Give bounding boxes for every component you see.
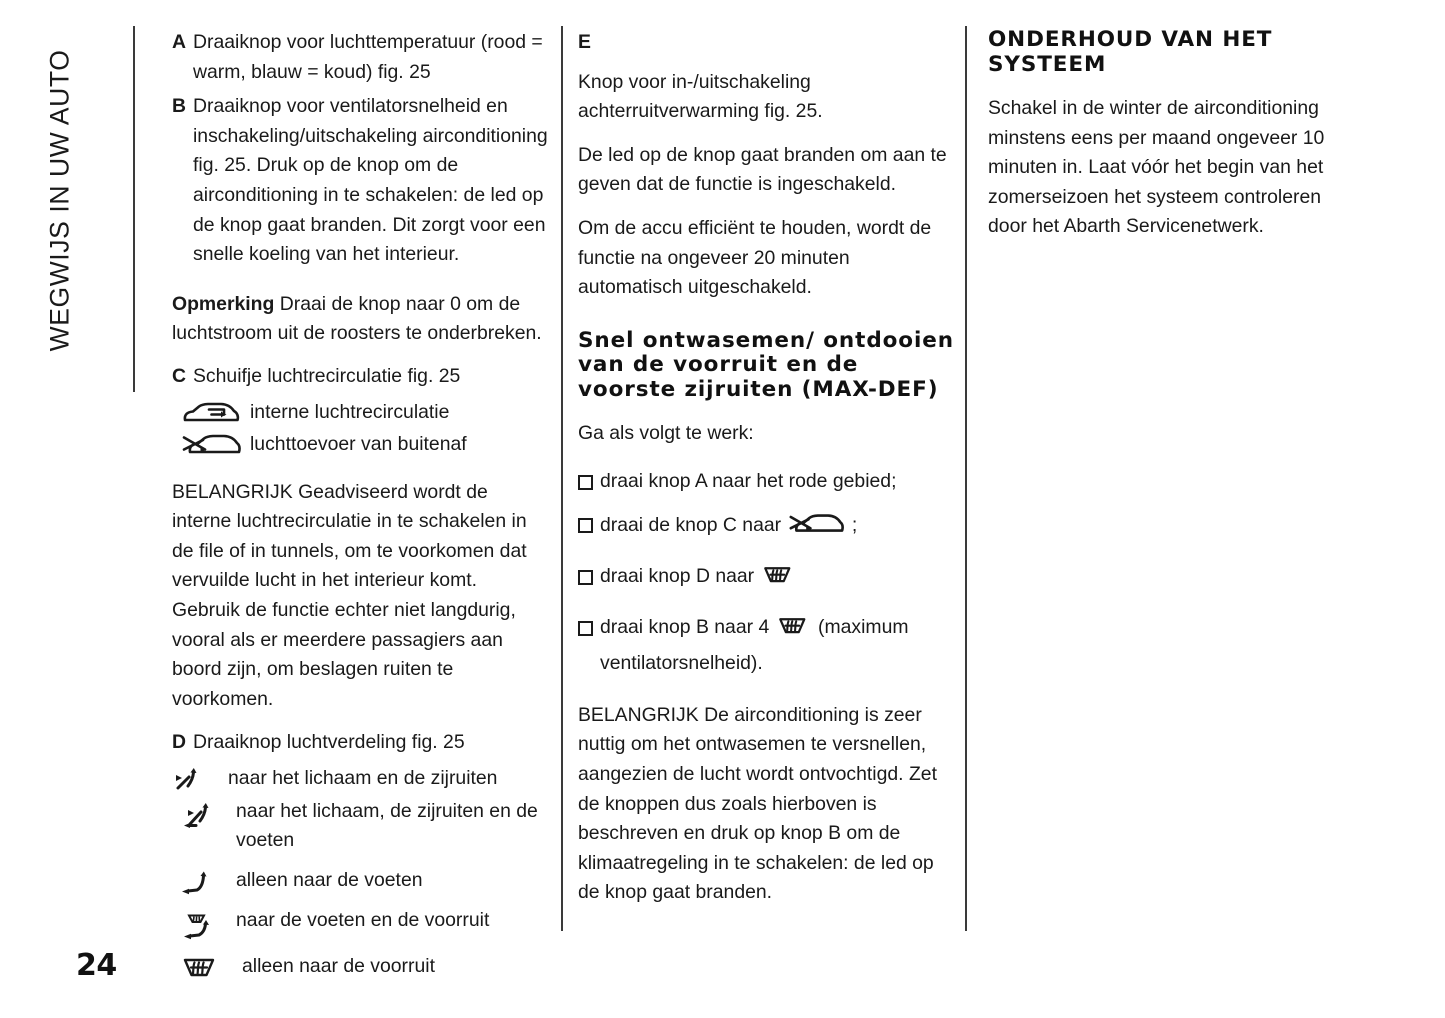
maintenance-heading: ONDERHOUD VAN HET SYSTEEM: [988, 27, 1273, 77]
checkbox-bullet-icon: [578, 570, 593, 585]
note-label: Opmerking: [172, 292, 275, 315]
entry-a: [172, 28, 550, 87]
entry-e-text: Knop voor in-/uitschakeling achterruitverwarming fig. 25.: [578, 70, 823, 123]
entry-b-text: Draaiknop voor ventilatorsnelheid en inschakeling/uitschakeling airconditioning fig. 25. Druk op de knop om de airconditioning in te schakelen: de led op de knop gaat branden. Dit zorgt voor een snelle koeling van het interieur.: [193, 95, 548, 266]
column-divider-rule-2: [965, 26, 967, 931]
column-two: [578, 28, 956, 922]
steps-intro: Ga als volgt te werk:: [578, 422, 754, 445]
car-external-air-intake-icon: [172, 430, 250, 460]
recirculation-option-external: [172, 430, 550, 460]
column-two-important-paragraph: BELANGRIJK De airconditioning is zeer nuttig om het ontwasemen te versnellen, aangezien de lucht wordt ontvochtigd. Zet de knoppen dus zoals hierboven is beschreven en druk op knop B om de klimaatregeling in te schakelen: de led op de knop gaat branden.: [578, 703, 937, 904]
checkbox-bullet-icon: [578, 475, 593, 490]
entry-d: [172, 728, 550, 758]
airflow-feet-only-icon: [172, 866, 236, 898]
note-text: Draai de knop naar 0 om de luchtstroom uit de roosters te onderbreken.: [172, 292, 542, 345]
steps-list: [578, 467, 956, 679]
airflow-body-and-side-windows-icon: [172, 764, 228, 794]
vent-option-windscreen-only: [172, 952, 550, 984]
step-item-3: [578, 562, 956, 599]
column-three: [988, 28, 1360, 256]
step-item-2-text: draai de knop C naar: [600, 514, 787, 537]
entry-c: [172, 362, 550, 392]
windscreen-defrost-icon: [761, 563, 797, 599]
led-paragraph: De led op de knop gaat branden om aan te geven dat de functie is ingeschakeld.: [578, 143, 947, 196]
entry-b-letter: B: [172, 95, 187, 118]
entry-b: [172, 92, 550, 270]
step-item-4-text-after: (maximum ventilatorsnelheid).: [600, 615, 909, 675]
step-item-3-text: draai knop D naar: [600, 565, 755, 588]
vent-option-body-side-feet-label: naar het lichaam, de zijruiten en de voeten: [236, 799, 538, 852]
recirculation-option-external-label: luchttoevoer van buitenaf: [250, 432, 467, 455]
side-tab-label: WEGWIJS IN UW AUTO: [44, 49, 75, 352]
step-item-2-text-after: ;: [851, 514, 858, 537]
vent-option-feet-only-label: alleen naar de voeten: [236, 869, 423, 892]
entry-e-letter: E: [578, 31, 591, 53]
airflow-body-side-windows-and-feet-icon: [172, 797, 236, 831]
step-item-1-text: draai knop A naar het rode gebied;: [600, 469, 897, 492]
page-number: 24: [76, 948, 117, 983]
vent-option-feet-only: [172, 866, 550, 898]
entry-d-text: Draaiknop luchtverdeling fig. 25: [193, 731, 465, 754]
recirculation-options-list: [172, 398, 550, 460]
airflow-feet-and-windscreen-icon: [172, 906, 236, 944]
recirculation-option-internal-label: interne luchtrecirculatie: [250, 400, 450, 423]
step-item-4-text: draai knop B naar 4: [600, 615, 775, 638]
recirculation-option-internal: [172, 398, 550, 428]
max-def-heading: Snel ontwasemen/ ontdooien van de voorruit en de voorste zijruiten (MAX-DEF): [578, 327, 954, 402]
sidebar-divider-rule: [133, 26, 135, 392]
entry-c-text: Schuifje luchtrecirculatie fig. 25: [193, 364, 461, 387]
step-item-2: [578, 510, 956, 548]
vent-option-body-side-label: naar het lichaam en de zijruiten: [228, 766, 498, 789]
column-one-important-paragraph: BELANGRIJK Geadviseerd wordt de interne luchtrecirculatie in te schakelen in de file of in tunnels, om te voorkomen dat vervuilde lucht in het interieur komt. Gebruik de functie echter niet langdurig, vooral als er meerdere passagiers aan boord zijn, om beslagen ruiten te voorkomen.: [172, 480, 527, 710]
column-one: [172, 28, 550, 988]
entry-a-letter: A: [172, 31, 187, 53]
vent-option-body-side: [172, 764, 550, 794]
vent-option-feet-windscreen: [172, 906, 550, 944]
step-item-4: [578, 613, 956, 679]
column-divider-rule-1: [561, 26, 563, 931]
checkbox-bullet-icon: [578, 518, 593, 533]
note-paragraph: [172, 290, 550, 349]
vent-option-windscreen-only-label: alleen naar de voorruit: [242, 955, 435, 978]
vent-options-list: [172, 764, 550, 984]
windscreen-defrost-icon: [776, 614, 812, 650]
maintenance-body: Schakel in de winter de airconditioning minstens eens per maand ongeveer 10 minuten in. Laat vóór het begin van het zomerseizoen het systeem controleren door het Abarth Servicenetwerk.: [988, 97, 1325, 238]
step-item-1: [578, 467, 956, 497]
entry-a-text: Draaiknop voor luchttemperatuur (rood = warm, blauw = koud) fig. 25: [193, 31, 543, 83]
vent-option-body-side-feet: [172, 797, 550, 856]
entry-c-letter: C: [172, 364, 187, 387]
side-tab: [0, 0, 134, 1018]
battery-paragraph: Om de accu efficiënt te houden, wordt de functie na ongeveer 20 minuten automatisch uitgeschakeld.: [578, 216, 932, 299]
car-internal-recirculation-icon: [172, 398, 250, 428]
airflow-windscreen-only-icon: [172, 952, 236, 984]
car-external-air-intake-icon: [787, 510, 845, 548]
vent-option-feet-windscreen-label: naar de voeten en de voorruit: [236, 909, 490, 932]
entry-d-letter: D: [172, 731, 187, 754]
checkbox-bullet-icon: [578, 621, 593, 636]
